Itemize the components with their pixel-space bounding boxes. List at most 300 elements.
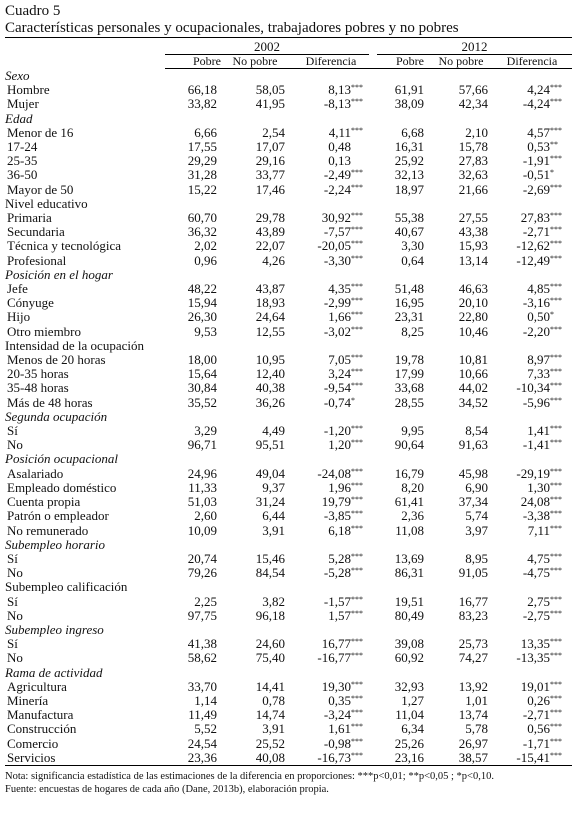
- significance-marker: ***: [550, 324, 562, 334]
- cell-value: 10,66: [458, 366, 488, 382]
- cell-value: -16,77: [317, 650, 351, 666]
- significance-marker: ***: [351, 438, 363, 448]
- cell-value: 3,97: [465, 522, 488, 538]
- significance-marker: ***: [550, 594, 562, 604]
- row-label: Más de 48 horas: [7, 394, 93, 410]
- table-row: [5, 225, 572, 239]
- diff-cell: [289, 438, 373, 452]
- cell-value: 29,29: [187, 153, 217, 169]
- significance-marker: ***: [550, 551, 562, 561]
- section-label: Subempleo calificación: [5, 579, 128, 595]
- cell-value: -3,02: [323, 323, 351, 339]
- row-label: Patrón o empleador: [7, 508, 109, 524]
- section-row: [5, 339, 572, 353]
- cell-value: 2,60: [194, 508, 217, 524]
- cell-value: 11,08: [395, 522, 424, 538]
- cell-value: -2,75: [522, 607, 550, 623]
- cell-value: 0,56: [527, 721, 550, 737]
- significance-marker: ***: [351, 523, 363, 533]
- cell-value: 14,74: [255, 707, 285, 723]
- table-row: [5, 140, 572, 154]
- cell-value: 84,54: [255, 565, 285, 581]
- significance-marker: ***: [351, 551, 363, 561]
- significance-marker: ***: [351, 495, 363, 505]
- diff-cell: [289, 609, 373, 623]
- cell-value: 0,26: [527, 692, 550, 708]
- cell-value: 22,07: [255, 238, 285, 254]
- row-label: Construcción: [7, 721, 77, 737]
- row-label: 36-50: [7, 167, 38, 183]
- diff-cell: [289, 97, 373, 111]
- diff-cell: [289, 353, 373, 367]
- table-row: [5, 310, 572, 324]
- table-row: [5, 737, 572, 751]
- row-label: Empleado doméstico: [7, 479, 117, 495]
- cell-value: 9,37: [262, 479, 285, 495]
- significance-marker: ***: [550, 679, 562, 689]
- cell-value: 41,38: [187, 636, 217, 652]
- cell-value: 33,68: [394, 380, 424, 396]
- diff-cell: [289, 396, 373, 410]
- significance-marker: ***: [351, 594, 363, 604]
- diff-cell: [492, 708, 572, 722]
- cell-value: 6,66: [194, 124, 217, 140]
- diff-cell: [492, 509, 572, 523]
- cell-value: 1,57: [328, 607, 351, 623]
- row-label: Agricultura: [7, 678, 67, 694]
- cell-value: 6,34: [401, 721, 424, 737]
- diff-cell: [289, 552, 373, 566]
- significance-marker: ***: [550, 253, 562, 263]
- diff-cell: [492, 225, 572, 239]
- diff-cell: [289, 140, 373, 154]
- diff-cell: [492, 737, 572, 751]
- cell-value: 25,52: [255, 735, 285, 751]
- row-label: 35-48 horas: [7, 380, 69, 396]
- cell-value: 9,95: [401, 423, 424, 439]
- cell-value: 6,44: [262, 508, 285, 524]
- significance-marker: ***: [351, 367, 363, 377]
- cell-value: 18,00: [187, 352, 217, 368]
- section-label: Intensidad de la ocupación: [5, 337, 144, 353]
- significance-marker: ***: [550, 509, 562, 519]
- diff-cell: [492, 310, 572, 324]
- cell-value: 19,51: [394, 593, 424, 609]
- diff-cell: [492, 83, 572, 97]
- significance-marker: ***: [351, 83, 363, 93]
- year-header-row: [5, 40, 572, 55]
- row-label: No: [7, 565, 23, 581]
- diff-cell: [289, 168, 373, 182]
- significance-marker: ***: [550, 282, 562, 292]
- cell-value: -12,49: [516, 252, 550, 268]
- cell-value: 24,08: [520, 494, 550, 510]
- table-row: [5, 609, 572, 623]
- cell-value: 1,01: [465, 692, 488, 708]
- cell-value: 32,13: [394, 167, 424, 183]
- significance-marker: ***: [351, 97, 363, 107]
- significance-marker: ***: [550, 722, 562, 732]
- cell-value: 96,18: [255, 607, 285, 623]
- cell-value: -2,20: [522, 323, 550, 339]
- cell-value: -4,24: [522, 96, 550, 112]
- cell-value: 2,25: [194, 593, 217, 609]
- significance-marker: ***: [351, 296, 363, 306]
- cell-value: 16,95: [394, 295, 424, 311]
- section-row: [5, 666, 572, 680]
- diff-cell: [492, 566, 572, 580]
- significance-marker: ***: [550, 97, 562, 107]
- row-label: No remunerado: [7, 522, 89, 538]
- cell-value: -2,69: [522, 181, 550, 197]
- cell-value: -10,34: [516, 380, 550, 396]
- cell-value: 13,69: [394, 550, 424, 566]
- cell-value: -1,91: [522, 153, 550, 169]
- cell-value: -3,24: [323, 707, 351, 723]
- cell-value: -0,51: [522, 167, 550, 183]
- cell-value: 2,02: [194, 238, 217, 254]
- significance-marker: ***: [351, 480, 363, 490]
- section-row: [5, 623, 572, 637]
- cell-value: 97,75: [187, 607, 217, 623]
- cell-value: 43,87: [255, 281, 285, 297]
- cell-value: 24,60: [255, 636, 285, 652]
- significance-marker: ***: [351, 693, 363, 703]
- diff-cell: [289, 524, 373, 538]
- cell-value: 4,75: [527, 550, 550, 566]
- cell-value: 32,93: [394, 678, 424, 694]
- cell-value: 86,31: [394, 565, 424, 581]
- section-label: Posición en el hogar: [5, 266, 113, 282]
- column-header: Diferencia: [289, 55, 373, 69]
- cell-value: -2,49: [323, 167, 351, 183]
- cell-value: 1,61: [328, 721, 351, 737]
- cell-value: 3,29: [194, 423, 217, 439]
- cell-value: 38,09: [394, 96, 424, 112]
- diff-cell: [492, 396, 572, 410]
- cell-value: 37,34: [458, 494, 488, 510]
- significance-marker: ***: [550, 566, 562, 576]
- table-row: [5, 381, 572, 395]
- cell-value: 0,96: [194, 252, 217, 268]
- diff-cell: [289, 751, 373, 766]
- significance-marker: ***: [351, 225, 363, 235]
- cell-value: -20,05: [317, 238, 351, 254]
- table-body: [5, 69, 572, 766]
- diff-cell: [492, 97, 572, 111]
- cell-value: 13,92: [458, 678, 488, 694]
- cell-value: 9,53: [194, 323, 217, 339]
- table-row: [5, 424, 572, 438]
- table-row: [5, 722, 572, 736]
- table-figure: [5, 0, 572, 796]
- column-header: Diferencia: [492, 55, 572, 69]
- significance-marker: ***: [550, 225, 562, 235]
- cell-value: 7,11: [527, 522, 550, 538]
- diff-cell: [492, 552, 572, 566]
- section-row: [5, 197, 572, 211]
- cell-value: 11,33: [188, 479, 217, 495]
- diff-cell: [492, 168, 572, 182]
- significance-marker: ***: [351, 750, 363, 760]
- cell-value: 33,70: [187, 678, 217, 694]
- significance-marker: ***: [550, 154, 562, 164]
- cell-value: 16,79: [394, 465, 424, 481]
- section-label: Subempleo horario: [5, 536, 106, 552]
- cell-value: 40,38: [255, 380, 285, 396]
- cell-value: 19,01: [520, 678, 550, 694]
- cell-value: 46,63: [458, 281, 488, 297]
- cell-value: 7,33: [527, 366, 550, 382]
- cell-value: 1,41: [527, 423, 550, 439]
- cell-value: 11,04: [395, 707, 424, 723]
- table-row: [5, 566, 572, 580]
- row-label: Menor de 16: [7, 124, 74, 140]
- cell-value: 12,40: [255, 366, 285, 382]
- cell-value: -4,75: [522, 565, 550, 581]
- significance-marker: ***: [351, 125, 363, 135]
- significance-marker: ***: [351, 324, 363, 334]
- column-header: Pobre: [165, 55, 221, 69]
- cell-value: 60,70: [187, 210, 217, 226]
- cell-value: 16,31: [394, 139, 424, 155]
- row-label: No: [7, 437, 23, 453]
- cell-value: 19,79: [321, 494, 351, 510]
- table-row: [5, 168, 572, 182]
- row-label: Jefe: [7, 281, 28, 297]
- table-row: [5, 708, 572, 722]
- cell-value: 26,30: [187, 309, 217, 325]
- row-label: No: [7, 650, 23, 666]
- significance-marker: ***: [351, 310, 363, 320]
- cell-value: -3,16: [522, 295, 550, 311]
- section-label: Edad: [5, 110, 33, 126]
- cell-value: -15,41: [516, 749, 550, 765]
- diff-cell: [289, 737, 373, 751]
- section-row: [5, 268, 572, 282]
- cell-value: 40,67: [394, 224, 424, 240]
- significance-marker: ***: [550, 125, 562, 135]
- significance-marker: ***: [550, 239, 562, 249]
- table-row: [5, 694, 572, 708]
- significance-marker: **: [550, 140, 558, 150]
- row-label: 20-35 horas: [7, 366, 69, 382]
- significance-marker: *: [351, 395, 355, 405]
- table-row: [5, 509, 572, 523]
- significance-marker: ***: [550, 182, 562, 192]
- year-header-2012: 2012: [373, 40, 572, 55]
- diff-cell: [492, 694, 572, 708]
- diff-cell: [289, 680, 373, 694]
- cell-value: 29,16: [255, 153, 285, 169]
- table-row: [5, 637, 572, 651]
- significance-marker: ***: [550, 395, 562, 405]
- diff-cell: [289, 325, 373, 339]
- table-row: [5, 467, 572, 481]
- cell-value: 83,23: [458, 607, 488, 623]
- significance-marker: ***: [351, 566, 363, 576]
- significance-marker: ***: [550, 353, 562, 363]
- diff-cell: [492, 282, 572, 296]
- diff-cell: [492, 609, 572, 623]
- table-caption: Cuadro 5: [5, 3, 61, 19]
- cell-value: 8,97: [527, 352, 550, 368]
- table-row: [5, 239, 572, 253]
- significance-marker: ***: [351, 182, 363, 192]
- significance-marker: ***: [550, 367, 562, 377]
- table-row: [5, 396, 572, 410]
- cell-value: 0,48: [328, 139, 351, 155]
- cell-value: 60,92: [394, 650, 424, 666]
- cell-value: -1,41: [522, 437, 550, 453]
- cell-value: 16,77: [321, 636, 351, 652]
- significance-marker: ***: [351, 509, 363, 519]
- cell-value: 3,82: [262, 593, 285, 609]
- diff-cell: [289, 566, 373, 580]
- cell-value: 41,95: [255, 96, 285, 112]
- row-label: Profesional: [7, 252, 67, 268]
- table-row: [5, 97, 572, 111]
- table-row: [5, 524, 572, 538]
- diff-cell: [492, 637, 572, 651]
- section-row: [5, 538, 572, 552]
- cell-value: 18,93: [255, 295, 285, 311]
- cell-value: 33,77: [255, 167, 285, 183]
- table-row: [5, 438, 572, 452]
- significance-marker: *: [550, 168, 554, 178]
- column-header: No pobre: [221, 55, 289, 69]
- cell-value: 27,55: [458, 210, 488, 226]
- row-label: Sí: [7, 636, 18, 652]
- significance-marker: ***: [351, 722, 363, 732]
- cell-value: 21,66: [458, 181, 488, 197]
- diff-cell: [289, 83, 373, 97]
- cell-value: 13,74: [458, 707, 488, 723]
- significance-marker: ***: [550, 83, 562, 93]
- table-row: [5, 680, 572, 694]
- cell-value: 14,41: [255, 678, 285, 694]
- cell-value: 58,05: [255, 82, 285, 98]
- significance-marker: ***: [351, 679, 363, 689]
- cell-value: 33,82: [187, 96, 217, 112]
- cell-value: 2,10: [465, 124, 488, 140]
- cell-value: 3,30: [401, 238, 424, 254]
- table-row: [5, 552, 572, 566]
- cell-value: 10,95: [255, 352, 285, 368]
- cell-value: 38,57: [458, 749, 488, 765]
- row-label: No: [7, 607, 23, 623]
- cell-value: 1,14: [194, 692, 217, 708]
- row-label: Servicios: [7, 749, 56, 765]
- cell-value: 36,32: [187, 224, 217, 240]
- section-label: Posición ocupacional: [5, 451, 119, 467]
- row-label: Cónyuge: [7, 295, 54, 311]
- cell-value: 5,74: [465, 508, 488, 524]
- section-label: Segunda ocupación: [5, 408, 108, 424]
- column-header: No pobre: [430, 55, 492, 69]
- cell-value: 5,52: [194, 721, 217, 737]
- year-header-2002: 2002: [165, 40, 373, 55]
- table-row: [5, 254, 572, 268]
- cell-value: -0,98: [323, 735, 351, 751]
- diff-cell: [289, 211, 373, 225]
- cell-value: 96,71: [187, 437, 217, 453]
- cell-value: -16,73: [317, 749, 351, 765]
- diff-cell: [492, 495, 572, 509]
- cell-value: 0,78: [262, 692, 285, 708]
- table-row: [5, 183, 572, 197]
- table-note: Nota: significancia estadística de las estimaciones de la diferencia en proporciones: ***p<0,01; **p<0,05 ; *p<0,10.: [5, 770, 494, 782]
- table-row: [5, 353, 572, 367]
- cell-value: -24,08: [317, 465, 351, 481]
- significance-marker: ***: [351, 353, 363, 363]
- cell-value: 66,18: [187, 82, 217, 98]
- table-row: [5, 751, 572, 766]
- diff-cell: [289, 296, 373, 310]
- row-label: Minería: [7, 692, 49, 708]
- cell-value: 16,77: [458, 593, 488, 609]
- cell-value: 17,07: [255, 139, 285, 155]
- significance-marker: ***: [550, 296, 562, 306]
- significance-marker: ***: [351, 708, 363, 718]
- cell-value: 4,11: [328, 124, 351, 140]
- cell-value: 4,24: [527, 82, 550, 98]
- diff-cell: [492, 211, 572, 225]
- cell-value: 27,83: [520, 210, 550, 226]
- cell-value: 1,27: [401, 692, 424, 708]
- cell-value: -2,71: [522, 224, 550, 240]
- significance-marker: ***: [351, 239, 363, 249]
- cell-value: 26,97: [458, 735, 488, 751]
- cell-value: 24,54: [187, 735, 217, 751]
- cell-value: 91,05: [458, 565, 488, 581]
- cell-value: 10,09: [187, 522, 217, 538]
- cell-value: 25,26: [394, 735, 424, 751]
- cell-value: -1,71: [522, 735, 550, 751]
- cell-value: 51,03: [187, 494, 217, 510]
- table-row: [5, 367, 572, 381]
- diff-cell: [289, 694, 373, 708]
- cell-value: 45,98: [458, 465, 488, 481]
- row-label: Otro miembro: [7, 323, 82, 339]
- cell-value: 95,51: [255, 437, 285, 453]
- cell-value: -29,19: [516, 465, 550, 481]
- cell-value: 1,96: [328, 479, 351, 495]
- diff-cell: [492, 438, 572, 452]
- cell-value: 3,91: [262, 721, 285, 737]
- diff-cell: [289, 310, 373, 324]
- cell-value: -3,85: [323, 508, 351, 524]
- diff-cell: [492, 424, 572, 438]
- section-row: [5, 452, 572, 466]
- diff-cell: [289, 183, 373, 197]
- cell-value: -3,30: [323, 252, 351, 268]
- cell-value: 24,96: [187, 465, 217, 481]
- diff-cell: [492, 467, 572, 481]
- cell-value: 31,24: [255, 494, 285, 510]
- diff-cell: [492, 296, 572, 310]
- cell-value: 43,38: [458, 224, 488, 240]
- cell-value: 30,84: [187, 380, 217, 396]
- cell-value: 6,90: [465, 479, 488, 495]
- significance-marker: ***: [550, 708, 562, 718]
- table-source: Fuente: encuestas de hogares de cada año (Dane, 2013b), elaboración propia.: [5, 783, 329, 795]
- significance-marker: ***: [351, 424, 363, 434]
- diff-cell: [492, 751, 572, 766]
- row-label: 17-24: [7, 139, 38, 155]
- diff-cell: [289, 509, 373, 523]
- row-label: Sí: [7, 423, 18, 439]
